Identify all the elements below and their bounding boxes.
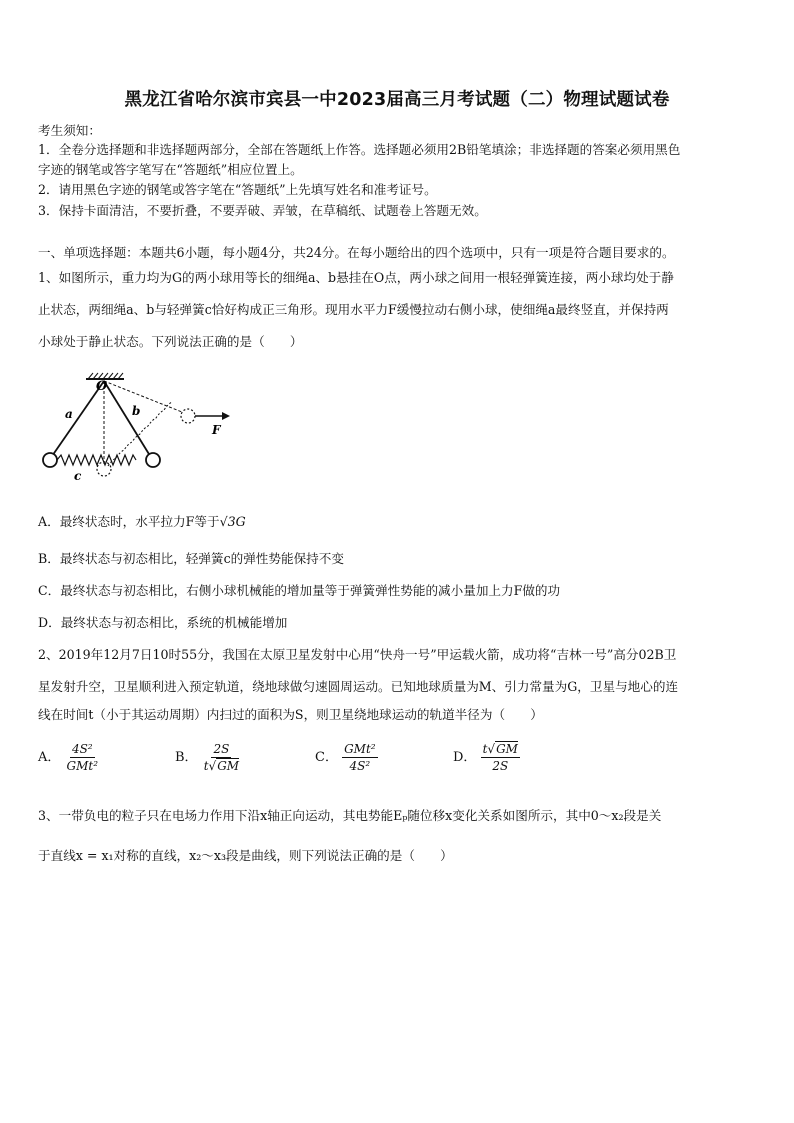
- q2-option-d-label: D．: [453, 750, 477, 765]
- q2-option-a-num: 4S²: [71, 742, 93, 756]
- q2-option-a: [38, 742, 100, 773]
- q2-option-d-num-sqrt: GM: [496, 742, 518, 756]
- q2-option-a-den: GMt²: [66, 759, 99, 773]
- q1-diagram: [38, 372, 238, 494]
- label-O: O: [96, 379, 108, 394]
- q2-line-1: 2、2019年12月7日10时55分，我国在太原卫星发射中心用“快舟一号”甲运载火箭，成功将“吉林一号”高分02B卫: [38, 647, 677, 662]
- notice-line-4: 3．保持卡面清洁，不要折叠，不要弄破、弄皱，在草稿纸、试题卷上答题无效。: [38, 203, 487, 218]
- q2-option-c-den: 4S²: [349, 759, 371, 773]
- q2-option-b-num: 2S: [213, 742, 230, 756]
- notice-line-1: 1．全卷分选择题和非选择题两部分，全部在答题纸上作答。选择题必须用2B铅笔填涂；非选择题的答案必须用黑色: [38, 142, 681, 157]
- sqrt-icon: √: [208, 759, 217, 773]
- q2-option-c-label: C．: [315, 750, 338, 765]
- q2-option-d-num-t: t: [482, 742, 488, 756]
- q1-option-a-text: A．最终状态时，水平拉力F等于: [38, 514, 220, 529]
- q2-option-b-den-t: t: [203, 759, 209, 773]
- sqrt-icon: √: [487, 742, 496, 756]
- q2-option-d-fraction: [481, 742, 520, 773]
- right-ball: [146, 453, 160, 467]
- q3-line-1: 3、一带负电的粒子只在电场力作用下沿x轴正向运动，其电势能Eₚ随位移x变化关系如图所示，其中0～x₂段是关: [38, 808, 662, 823]
- q2-option-b-label: B．: [175, 750, 198, 765]
- label-F: F: [212, 423, 221, 437]
- right-ball-final: [181, 409, 195, 423]
- q2-option-c: [315, 742, 378, 773]
- q1-option-a: [38, 514, 246, 530]
- q2-line-3: 线在时间t（小于其运动周期）内扫过的面积为S，则卫星绕地球运动的轨道半径为（ ）: [38, 707, 543, 722]
- q2-option-b-fraction: [202, 742, 241, 773]
- notice-line-3: 2．请用黑色字迹的钢笔或答字笔在“答题纸”上先填写姓名和准考证号。: [38, 182, 437, 197]
- q1-option-b: B．最终状态与初态相比，轻弹簧c的弹性势能保持不变: [38, 551, 344, 566]
- q2-option-b: [175, 742, 241, 773]
- q2-option-b-den: [202, 758, 241, 773]
- left-ball: [43, 453, 57, 467]
- q2-option-d-den: 2S: [492, 759, 509, 773]
- q2-option-a-label: A．: [38, 750, 61, 765]
- page-title: 黑龙江省哈尔滨市宾县一中2023届高三月考试题（二）物理试题试卷: [124, 90, 670, 110]
- q2-option-b-den-sqrt: GM: [217, 759, 240, 773]
- dashed-string-b: [104, 381, 182, 412]
- q2-line-2: 星发射升空，卫星顺利进入预定轨道，绕地球做匀速圆周运动。已知地球质量为M、引力常量为G，卫星与地心的连: [38, 679, 679, 694]
- notice-heading: 考生须知：: [38, 123, 101, 138]
- section-heading: 一、单项选择题：本题共6小题，每小题4分，共24分。在每小题给出的四个选项中，只有一项是符合题目要求的。: [38, 245, 675, 260]
- label-b: b: [132, 404, 141, 418]
- q1-line-1: 1、如图所示，重力均为G的两小球用等长的细绳a、b悬挂在O点，两小球之间用一根轻弹簧连接，两小球均处于静: [38, 270, 674, 285]
- q1-option-d: D．最终状态与初态相比，系统的机械能增加: [38, 615, 288, 630]
- sqrt-3-icon: √: [219, 514, 228, 529]
- string-b: [104, 381, 152, 459]
- notice-line-2: 字迹的钢笔或答字笔写在“答题纸”相应位置上。: [38, 162, 303, 177]
- q1-line-2: 止状态，两细绳a、b与轻弹簧c恰好构成正三角形。现用水平力F缓慢拉动右侧小球，使细绳a最终竖直，并保持两: [38, 302, 669, 317]
- q1-option-c: C．最终状态与初态相比，右侧小球机械能的增加量等于弹簧弹性势能的减小量加上力F做的功: [38, 583, 561, 598]
- q2-option-d-num: [481, 742, 520, 758]
- q2-option-c-fraction: [342, 742, 378, 773]
- q2-option-d: [453, 742, 520, 773]
- q1-option-a-math: 3G: [227, 514, 246, 529]
- spring-c: [57, 455, 136, 465]
- q2-option-a-fraction: [65, 742, 101, 773]
- label-c: c: [74, 469, 82, 483]
- label-a: a: [65, 407, 73, 421]
- q1-line-3: 小球处于静止状态。下列说法正确的是（ ）: [38, 334, 303, 349]
- force-arrow-head: [222, 412, 230, 420]
- q3-line-2: 于直线x = x₁对称的直线，x₂～x₃段是曲线，则下列说法正确的是（ ）: [38, 848, 453, 863]
- q2-option-c-num: GMt²: [344, 742, 376, 756]
